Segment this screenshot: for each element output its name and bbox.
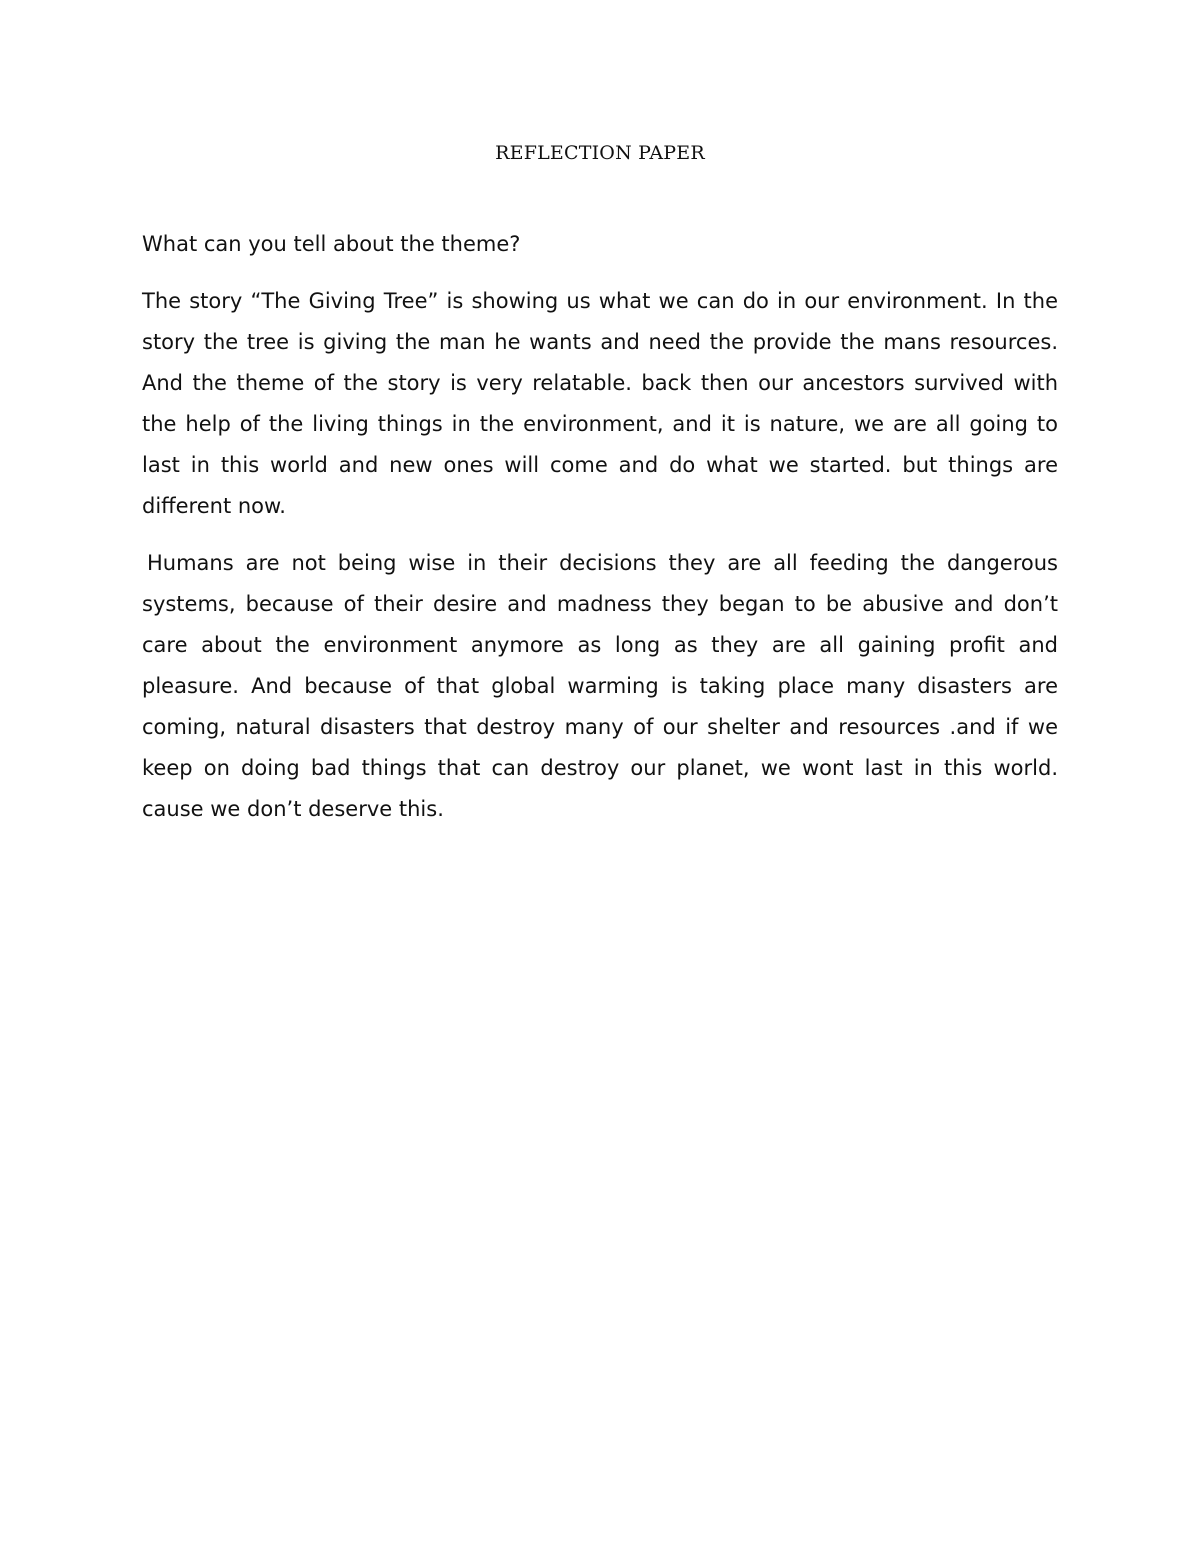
paragraph-1: The story “The Giving Tree” is showing us what we can do in our environment. In the story the tree is giving the man he wants and need the provide the mans resources. And the theme of the story is very relatable. back then our ancestors survived with the help of the living things in the environment, and it is nature, we are all going to last in this world and new ones will come and do what we started. but things are different now.: [142, 289, 1058, 518]
page-title: REFLECTION PAPER: [495, 142, 705, 164]
document-body: [142, 224, 1058, 846]
paragraph-2: Humans are not being wise in their decisions they are all feeding the dangerous systems, because of their desire and madness they began to be abusive and don’t care about the environment anymore as long as they are all gaining profit and pleasure. And because of that global warming is taking place many disasters are coming, natural disasters that destroy many of our shelter and resources .and if we keep on doing bad things that can destroy our planet, we wont last in this world. cause we don’t deserve this.: [142, 551, 1058, 821]
question-heading: What can you tell about the theme?: [142, 232, 521, 256]
